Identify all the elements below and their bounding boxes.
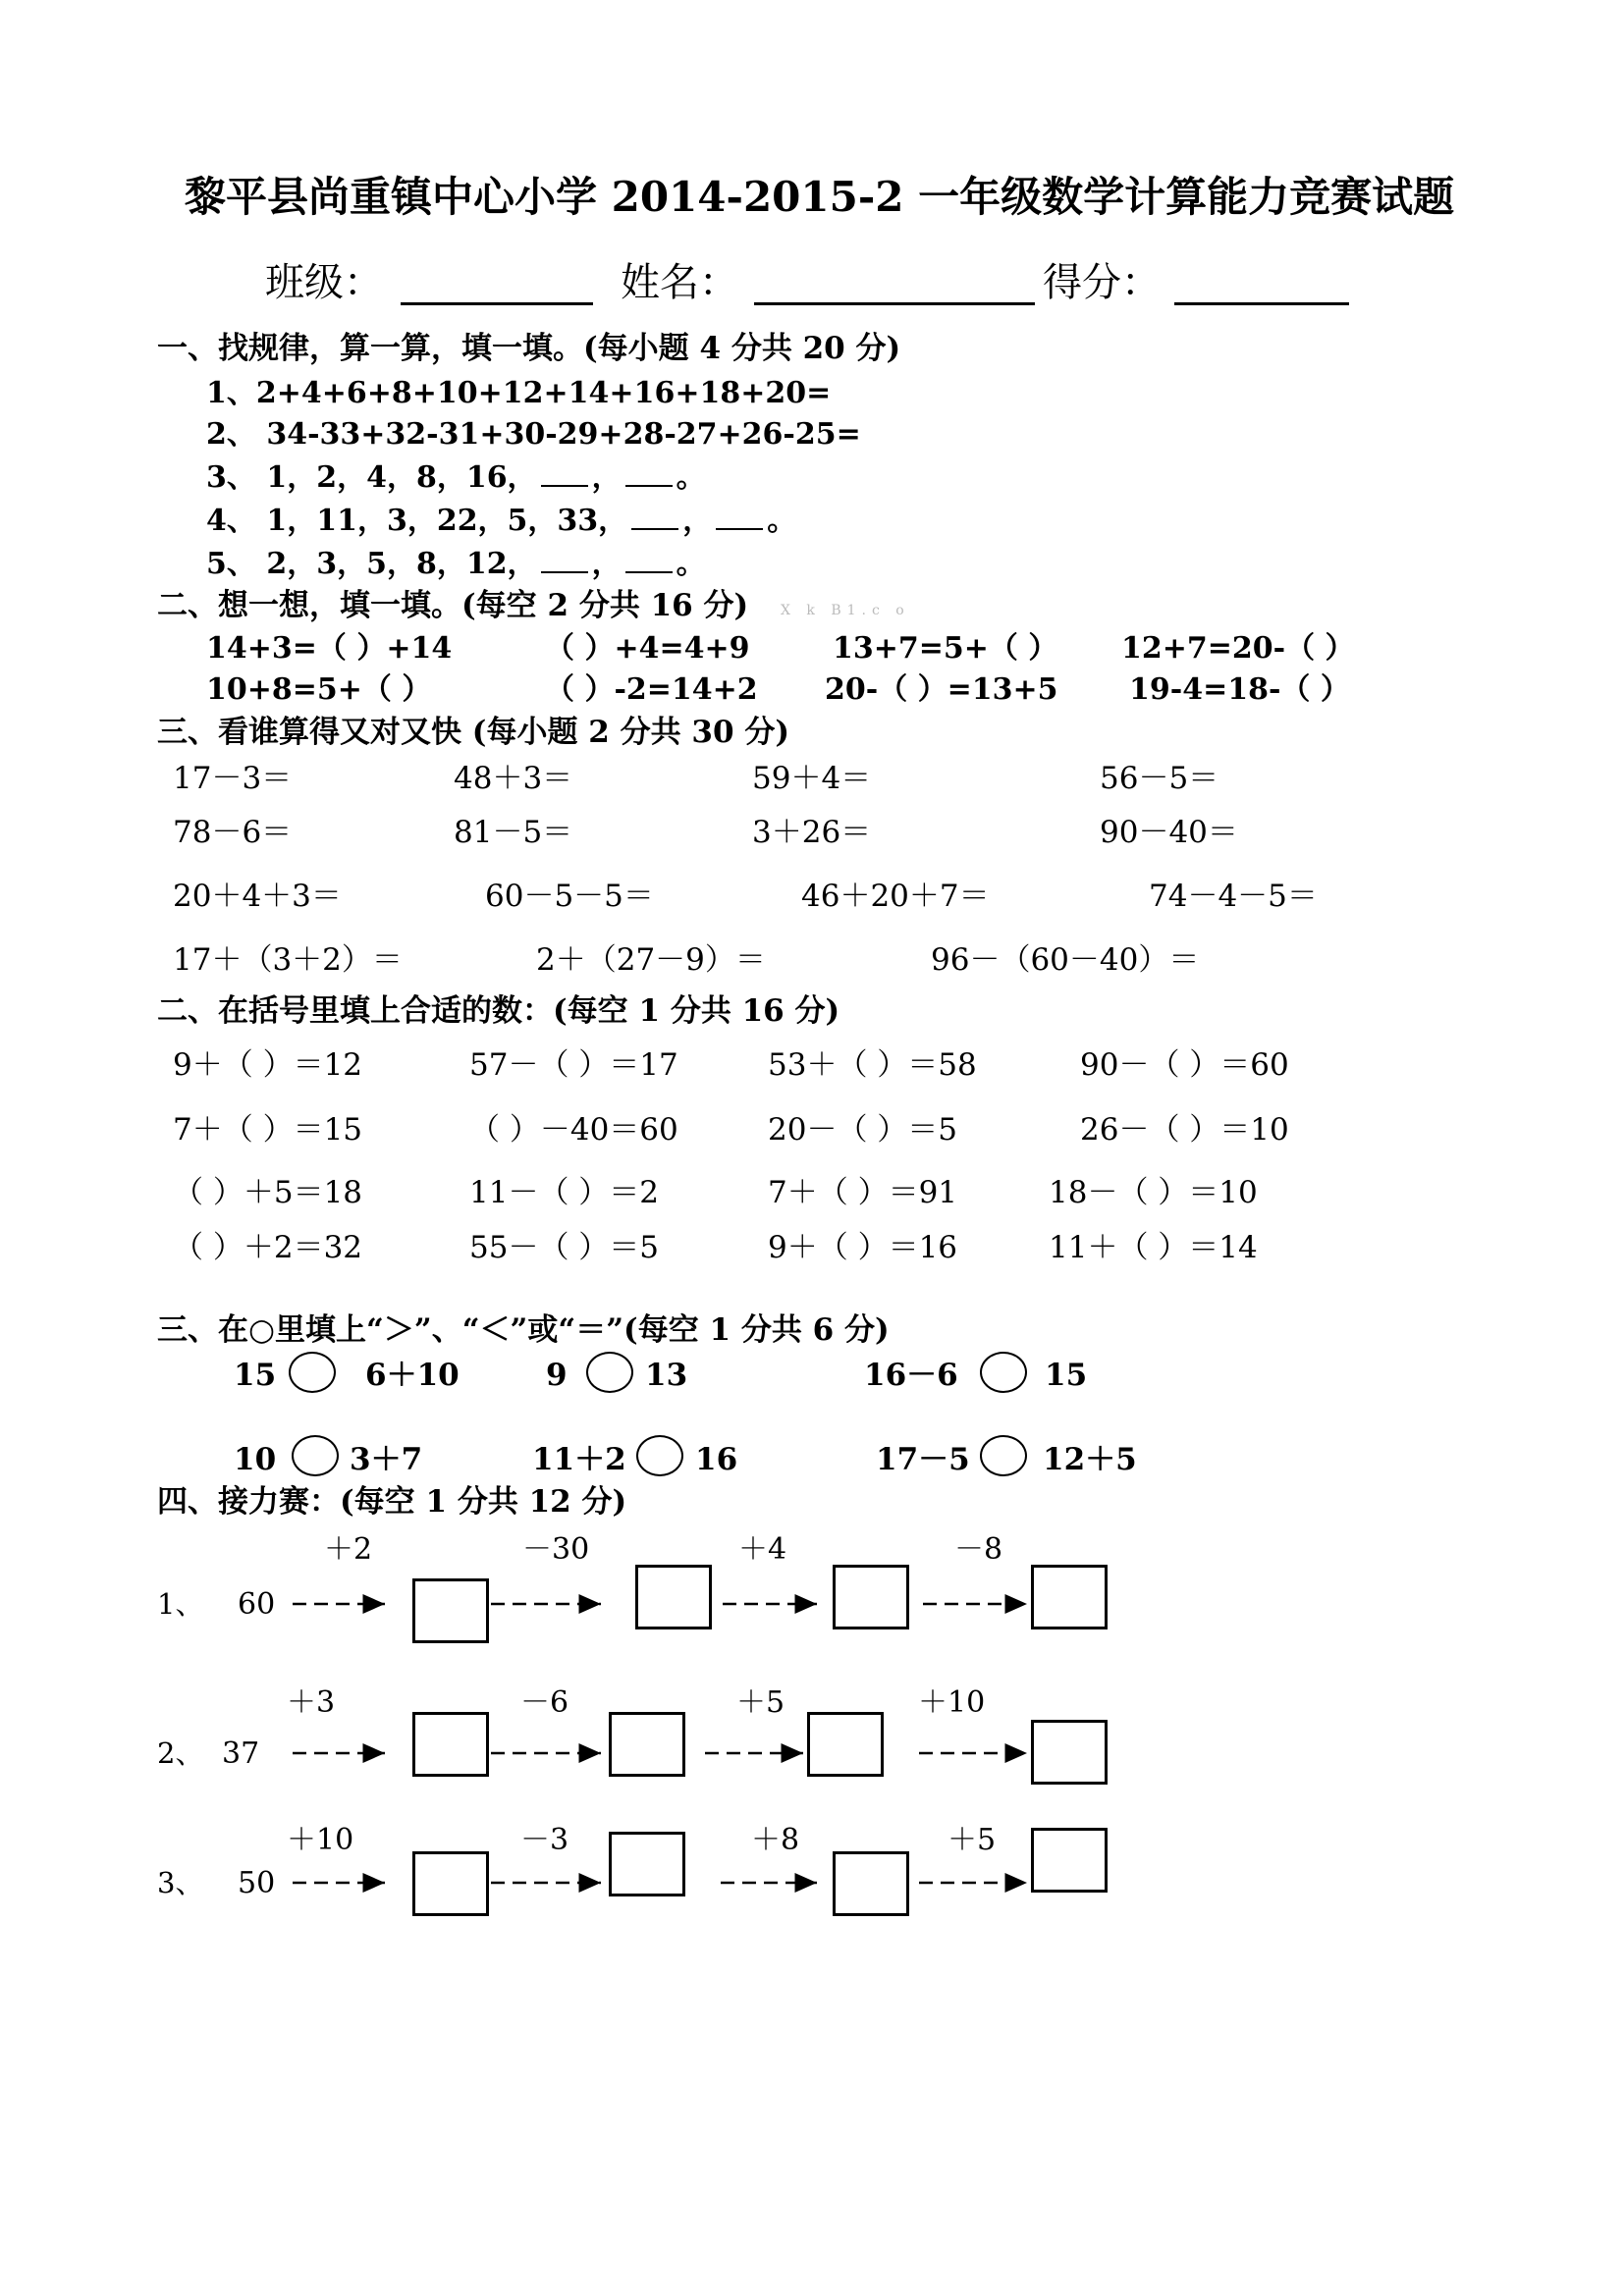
relay-answer-box[interactable] (412, 1712, 489, 1777)
sec2-item: （ ）+4=4+9 (545, 631, 750, 666)
sec1-q2: 2、 34-33+32-31+30-29+28-27+26-25= (206, 417, 861, 452)
sec3-item: 90－40＝ (1100, 815, 1238, 850)
compare-left: 15 (234, 1358, 277, 1393)
compare-circle[interactable] (586, 1352, 633, 1393)
relay-answer-box[interactable] (1031, 1828, 1108, 1893)
compare-left: 16－6 (864, 1358, 958, 1393)
sec1-q4-blank-2[interactable] (716, 528, 763, 530)
relay-answer-box[interactable] (1031, 1565, 1108, 1629)
sec3-item: 59＋4＝ (752, 761, 872, 796)
sec4-item: 11－（ ）＝2 (469, 1175, 660, 1210)
relay-start: 37 (222, 1736, 260, 1771)
sec1-q5-blank-1[interactable] (541, 571, 588, 573)
sec4-item: 9＋（ ）＝16 (768, 1230, 958, 1265)
sec3-item: 46＋20＋7＝ (801, 879, 990, 914)
compare-circle[interactable] (289, 1352, 336, 1393)
sec3-item: 96－（60－40）＝ (931, 942, 1200, 978)
sec1-q3-prefix: 3、 1，2，4，8，16， (206, 460, 537, 495)
section-3-header: 三、看谁算得又对又快 (每小题 2 分共 30 分) (157, 715, 790, 750)
sec2-item: 19-4=18-（ ） (1129, 672, 1350, 707)
sec1-q4-sep: ， (682, 504, 713, 538)
sec3-item: 20＋4＋3＝ (173, 879, 342, 914)
compare-right: 15 (1045, 1358, 1088, 1393)
relay-answer-box[interactable] (635, 1565, 712, 1629)
compare-left: 17－5 (876, 1442, 970, 1477)
relay-op: －6 (520, 1685, 569, 1720)
section-6-header: 四、接力赛：(每空 1 分共 12 分) (157, 1484, 627, 1520)
relay-answer-box[interactable] (1031, 1720, 1108, 1785)
sec4-item: 53＋（ ）＝58 (768, 1047, 977, 1083)
relay-start: 60 (238, 1587, 276, 1622)
sec3-item: 74－4－5＝ (1149, 879, 1318, 914)
sec4-item: 26－（ ）＝10 (1080, 1112, 1289, 1148)
sec1-q3-sep: ， (591, 460, 622, 495)
sec4-item: （ ）＋5＝18 (173, 1175, 363, 1210)
relay-op: ＋3 (287, 1685, 336, 1720)
sec4-item: （ ）－40＝60 (469, 1112, 678, 1148)
sec4-item: 55－（ ）＝5 (469, 1230, 660, 1265)
sec1-q1: 1、2+4+6+8+10+12+14+16+18+20= (206, 376, 832, 410)
sec3-item: 60－5－5＝ (485, 879, 654, 914)
sec1-q5-prefix: 5、 2，3，5，8，12， (206, 547, 537, 581)
sec2-item: 14+3=（ ）+14 (206, 631, 453, 666)
sec4-item: 90－（ ）＝60 (1080, 1047, 1289, 1083)
relay-op: ＋10 (287, 1823, 354, 1857)
sec4-item: 20－（ ）＝5 (768, 1112, 958, 1148)
sec1-q5 (206, 547, 706, 581)
sec1-q5-sep: ， (591, 547, 622, 581)
relay-answer-box[interactable] (412, 1851, 489, 1916)
relay-op: －30 (522, 1532, 590, 1567)
sec3-item: 56－5＝ (1100, 761, 1219, 796)
sec4-item: 57－（ ）＝17 (469, 1047, 678, 1083)
sec1-q4 (206, 504, 797, 538)
compare-circle[interactable] (980, 1352, 1027, 1393)
sec2-item: 12+7=20-（ ） (1121, 631, 1355, 666)
sec2-item: 20-（ ）=13+5 (825, 672, 1058, 707)
compare-right: 13 (645, 1358, 688, 1393)
sec1-q5-end: 。 (676, 547, 706, 581)
sec3-item: 48＋3＝ (454, 761, 573, 796)
relay-start: 50 (238, 1866, 276, 1900)
section-4-header: 二、在括号里填上合适的数：(每空 1 分共 16 分) (157, 993, 840, 1029)
sec4-item: 7＋（ ）＝91 (768, 1175, 958, 1210)
sec1-q4-prefix: 4、 1，11，3，22，5，33， (206, 504, 628, 538)
section-5-header: 三、在○里填上“＞”、“＜”或“＝”(每空 1 分共 6 分) (157, 1312, 890, 1348)
sec1-q4-end: 。 (767, 504, 797, 538)
compare-circle[interactable] (636, 1435, 683, 1476)
sec1-q3-blank-2[interactable] (625, 485, 673, 487)
sec1-q5-blank-2[interactable] (625, 571, 673, 573)
compare-left: 10 (234, 1442, 277, 1477)
sec4-item: 9＋（ ）＝12 (173, 1047, 363, 1083)
relay-op: ＋5 (947, 1823, 997, 1857)
watermark: X k B1.c o (781, 603, 910, 618)
name-label: 姓名： (621, 260, 738, 305)
sec2-item: 13+7=5+（ ） (833, 631, 1058, 666)
section-1-header: 一、找规律，算一算，填一填。(每小题 4 分共 20 分) (157, 331, 901, 366)
compare-left: 11＋2 (532, 1442, 626, 1477)
sec3-item: 81－5＝ (454, 815, 573, 850)
relay-label: 2、 (157, 1736, 204, 1770)
relay-answer-box[interactable] (807, 1712, 884, 1777)
relay-answer-box[interactable] (412, 1578, 489, 1643)
score-label: 得分： (1043, 260, 1161, 305)
class-label: 班级： (265, 260, 383, 305)
relay-op: ＋5 (736, 1685, 785, 1720)
score-field[interactable] (1174, 302, 1349, 305)
relay-op: －8 (954, 1532, 1003, 1567)
relay-op: －3 (520, 1823, 569, 1857)
sec3-item: 17＋（3＋2）＝ (173, 942, 403, 978)
sec1-q3-blank-1[interactable] (541, 485, 588, 487)
relay-answer-box[interactable] (833, 1565, 909, 1629)
relay-answer-box[interactable] (609, 1832, 685, 1896)
sec4-item: 18－（ ）＝10 (1049, 1175, 1258, 1210)
compare-right: 12＋5 (1043, 1442, 1137, 1477)
relay-label: 1、 (157, 1587, 204, 1621)
relay-op: ＋4 (738, 1532, 787, 1567)
page-title: 黎平县尚重镇中心小学 2014-2015-2 一年级数学计算能力竞赛试题 (185, 173, 1455, 221)
sec1-q3-end: 。 (676, 460, 706, 495)
sec4-item: 11＋（ ）＝14 (1049, 1230, 1258, 1265)
relay-op: ＋8 (751, 1823, 800, 1857)
compare-left: 9 (546, 1358, 568, 1393)
name-field[interactable] (754, 302, 1035, 305)
sec2-item: （ ）-2=14+2 (545, 672, 758, 707)
relay-answer-box[interactable] (609, 1712, 685, 1777)
compare-right: 3＋7 (350, 1442, 423, 1477)
sec1-q4-blank-1[interactable] (631, 528, 678, 530)
relay-answer-box[interactable] (833, 1851, 909, 1916)
sec3-item: 3＋26＝ (752, 815, 872, 850)
sec3-item: 2＋（27－9）＝ (536, 942, 766, 978)
compare-right: 16 (695, 1442, 738, 1477)
sec2-item: 10+8=5+（ ） (206, 672, 432, 707)
sec4-item: （ ）＋2＝32 (173, 1230, 363, 1265)
compare-circle[interactable] (292, 1435, 339, 1476)
compare-right: 6＋10 (365, 1358, 460, 1393)
class-field[interactable] (401, 302, 593, 305)
section-2-header: 二、想一想，填一填。(每空 2 分共 16 分) (157, 588, 749, 623)
relay-op: ＋10 (918, 1685, 986, 1720)
relay-label: 3、 (157, 1866, 204, 1899)
sec3-item: 78－6＝ (173, 815, 293, 850)
sec4-item: 7＋（ ）＝15 (173, 1112, 363, 1148)
sec1-q3 (206, 460, 706, 495)
relay-op: ＋2 (324, 1532, 373, 1567)
compare-circle[interactable] (980, 1435, 1027, 1476)
sec3-item: 17－3＝ (173, 761, 293, 796)
